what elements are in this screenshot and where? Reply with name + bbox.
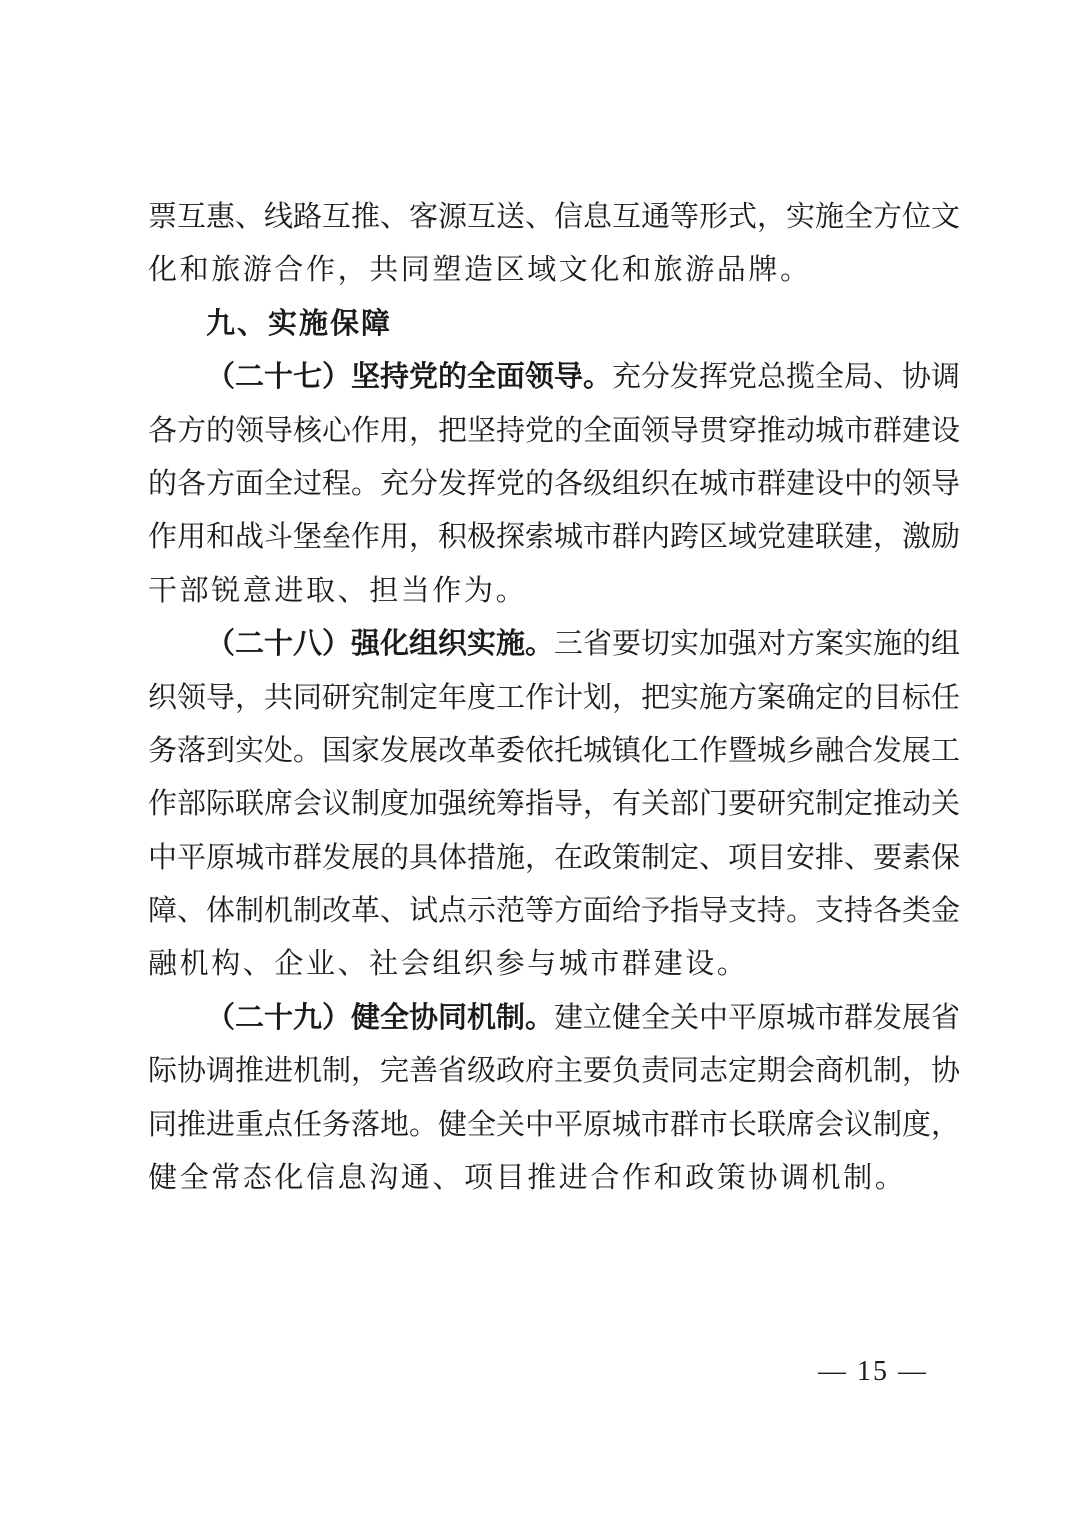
body-text-line: 健全常态化信息沟通、项目推进合作和政策协调机制。 — [148, 1160, 907, 1195]
body-text-line: 融机构、企业、社会组织参与城市群建设。 — [148, 946, 749, 981]
document-body — [148, 190, 961, 1204]
body-text-line: 务落到实处。国家发展改革委依托城镇化工作暨城乡融合发展工 — [148, 732, 961, 767]
body-text-line: 的各方面全过程。充分发挥党的各级组织在城市群建设中的领导 — [148, 465, 961, 500]
paragraph-text: 充分发挥党总揽全局、协调 — [612, 359, 961, 394]
body-text-line: 同推进重点任务落地。健全关中平原城市群市长联席会议制度， — [148, 1106, 961, 1141]
body-text-line: 际协调推进机制，完善省级政府主要负责同志定期会商机制，协 — [148, 1053, 961, 1088]
paragraph-lead-line — [148, 617, 961, 670]
page-number: — 15 — — [818, 1356, 928, 1387]
body-text-line: 织领导，共同研究制定年度工作计划，把实施方案确定的目标任 — [148, 679, 961, 714]
body-text-line: 障、体制机制改革、试点示范等方面给予指导支持。支持各类金 — [148, 893, 961, 928]
body-text-line: 干部锐意进取、担当作为。 — [148, 572, 528, 607]
body-text-line: 中平原城市群发展的具体措施，在政策制定、项目安排、要素保 — [148, 839, 961, 874]
paragraph-lead-line — [148, 350, 961, 403]
paragraph-title: （二十九）健全协同机制。 — [206, 999, 555, 1034]
body-text-line: 各方的领导核心作用，把坚持党的全面领导贯穿推动城市群建设 — [148, 412, 961, 447]
body-text-line: 作部际联席会议制度加强统筹指导，有关部门要研究制定推动关 — [148, 786, 961, 821]
body-text-line: 化和旅游合作，共同塑造区域文化和旅游品牌。 — [148, 252, 812, 287]
body-text-line: 票互惠、线路互推、客源互送、信息互通等形式，实施全方位文 — [148, 199, 961, 233]
section-heading: 九、实施保障 — [206, 305, 393, 340]
paragraph-text: 建立健全关中平原城市群发展省 — [554, 999, 961, 1034]
paragraph-title: （二十八）强化组织实施。 — [206, 626, 555, 661]
paragraph-lead-line — [148, 991, 961, 1044]
body-text-line: 作用和战斗堡垒作用，积极探索城市群内跨区域党建联建，激励 — [148, 519, 961, 554]
paragraph-text: 三省要切实加强对方案实施的组 — [554, 626, 961, 661]
paragraph-title: （二十七）坚持党的全面领导。 — [206, 359, 613, 394]
